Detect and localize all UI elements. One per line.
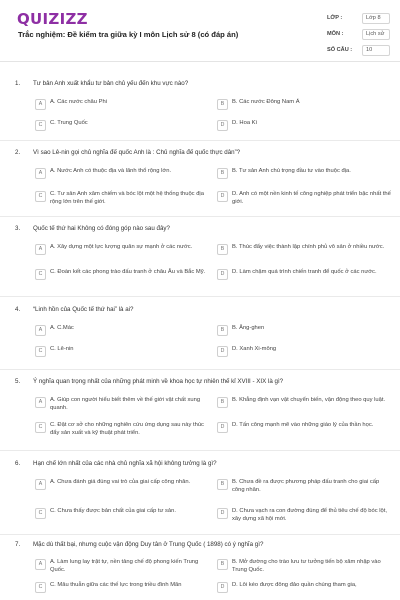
option-text: D. Lôi kéo được đông đảo quần chúng tham gia, [232, 582, 357, 588]
option-badge: B [217, 559, 228, 570]
option-b[interactable] [217, 241, 392, 261]
option-badge: D [217, 508, 228, 519]
option-c[interactable] [35, 579, 210, 599]
option-text: C. Trung Quốc [50, 120, 88, 126]
option-text: D. Hoa Kì [232, 120, 258, 126]
option-d[interactable] [217, 343, 392, 363]
option-badge: D [217, 422, 228, 433]
option-badge: B [217, 479, 228, 490]
option-d[interactable] [217, 188, 392, 208]
option-c[interactable] [35, 266, 210, 286]
option-a[interactable] [35, 241, 210, 261]
option-badge: D [217, 269, 228, 280]
option-a[interactable] [35, 476, 210, 496]
option-a[interactable] [35, 322, 210, 342]
option-badge: D [217, 191, 228, 202]
question-text: Quốc tế thứ hai Không có đóng góp nào sau đây? [33, 225, 170, 232]
question-text: Tư bản Anh xuất khẩu tư bản chủ yếu đến khu vực nào? [33, 80, 189, 87]
option-badge: C [35, 508, 46, 519]
option-a[interactable] [35, 165, 210, 185]
option-b[interactable] [217, 165, 392, 185]
option-badge: D [217, 582, 228, 593]
option-d[interactable] [217, 266, 392, 286]
option-badge: D [217, 346, 228, 357]
option-text: B. Các nước Đông Nam Á [232, 99, 300, 105]
meta-count-label: SỐ CÂU : [327, 47, 353, 53]
option-text: A. Các nước châu Phi [50, 99, 107, 105]
option-badge: A [35, 99, 46, 110]
option-text: C. Tư sản Anh xâm chiếm và bóc lột một hệ thống thuộc địa rộng lớn trên thế giới. [50, 191, 204, 205]
option-badge: C [35, 582, 46, 593]
option-badge: A [35, 479, 46, 490]
option-text: A. Chưa đánh giá đúng vai trò của giai cấp công nhân. [50, 479, 191, 485]
option-badge: B [217, 244, 228, 255]
option-badge: C [35, 269, 46, 280]
option-d[interactable] [217, 117, 392, 137]
option-text: C. Lê-nin [50, 346, 74, 352]
meta-subject-value: Lịch sử [362, 29, 390, 40]
option-a[interactable] [35, 394, 210, 414]
option-text: D. Chưa vạch ra con đường đúng để thủ tiêu chế độ bóc lột, xây dựng xã hội mới. [232, 508, 387, 522]
option-badge: B [217, 397, 228, 408]
question-text: Hạn chế lớn nhất của các nhà chủ nghĩa xã hội không tưởng là gì? [33, 460, 217, 467]
meta-subject-label: MÔN : [327, 31, 344, 37]
option-b[interactable] [217, 394, 392, 414]
option-text: A. Nước Anh có thuộc địa và lãnh thổ rộng lớn. [50, 168, 172, 174]
meta-count [327, 45, 387, 56]
option-badge: B [217, 99, 228, 110]
option-a[interactable] [35, 96, 210, 116]
option-text: B. Tư sản Anh chú trọng đầu tư vào thuộc địa. [232, 168, 351, 174]
question-text: Mặc dù thất bại, nhưng cuộc vận động Duy tân ở Trung Quốc ( 1898) có ý nghĩa gì? [33, 541, 264, 548]
option-text: C. Đặt cơ sở cho những nghiên cứu ứng dụng sau này thúc đẩy sản xuất và kỹ thuật phát triển. [50, 422, 204, 436]
divider [0, 369, 400, 370]
option-text: C. Mâu thuẫn giữa các thế lực trong triều đình Mãn [50, 582, 182, 588]
option-d[interactable] [217, 419, 392, 439]
question-text: Ý nghĩa quan trọng nhất của những phát minh về khoa học tự nhiên thế kỉ XVIII - XIX là gì? [33, 378, 284, 385]
option-badge: B [217, 325, 228, 336]
option-badge: D [217, 120, 228, 131]
meta-subject [327, 29, 387, 40]
option-text: D. Làm chậm quá trình chiến tranh để quốc ở các nước. [232, 269, 377, 275]
option-text: D. Xanh Xi-mông [232, 346, 277, 352]
question-number: 4. [15, 306, 21, 313]
option-text: C. Đoàn kết các phong trào đấu tranh ở châu Âu và Bắc Mỹ. [50, 269, 206, 275]
option-text: A. C.Mác [50, 325, 74, 331]
option-d[interactable] [217, 579, 392, 599]
option-c[interactable] [35, 117, 210, 137]
question-number: 7. [15, 541, 21, 548]
option-c[interactable] [35, 188, 210, 208]
option-text: B. Thúc đẩy việc thành lập chính phủ vô sản ở nhiều nước. [232, 244, 385, 250]
option-c[interactable] [35, 419, 210, 439]
question-number: 6. [15, 460, 21, 467]
option-b[interactable] [217, 556, 392, 576]
option-badge: C [35, 346, 46, 357]
option-text: D. Anh có một nền kinh tế công nghiệp phát triển bậc nhất thế giới. [232, 191, 391, 205]
option-c[interactable] [35, 505, 210, 525]
quizizz-logo[interactable]: QUIZIZZ [17, 10, 88, 28]
option-badge: A [35, 559, 46, 570]
divider [0, 296, 400, 297]
option-badge: A [35, 244, 46, 255]
option-c[interactable] [35, 343, 210, 363]
option-text: B. Khẳng định vạn vật chuyển biến, vận động theo quy luật. [232, 397, 386, 403]
option-text: A. Xây dựng một lực lượng quân sự mạnh ở các nước. [50, 244, 193, 250]
option-badge: B [217, 168, 228, 179]
question-number: 1. [15, 80, 21, 87]
divider [0, 450, 400, 451]
question-number: 5. [15, 378, 21, 385]
option-text: A. Giúp con người hiểu biết thêm về thế giới vật chất xung quanh. [50, 397, 201, 411]
option-b[interactable] [217, 322, 392, 342]
option-text: B. Mở đường cho trào lưu tư tưởng tiến bộ xâm nhập vào Trung Quốc. [232, 559, 381, 573]
option-badge: A [35, 397, 46, 408]
divider [0, 216, 400, 217]
divider [0, 140, 400, 141]
option-text: A. Làm lung lay trật tự, nền tảng chế độ phong kiến Trung Quốc. [50, 559, 199, 573]
page-header [0, 0, 400, 62]
question-text: Vì sao Lê-nin gọi chủ nghĩa đế quốc Anh là : Chủ nghĩa đế quốc thực dân”? [33, 149, 241, 156]
option-d[interactable] [217, 505, 392, 525]
question-number: 3. [15, 225, 21, 232]
option-text: D. Tấn công mạnh mẽ vào những giáo lý của thần học. [232, 422, 374, 428]
document-title: Trắc nghiệm: Đề kiểm tra giữa kỳ I môn Lịch sử 8 (có đáp án) [18, 30, 239, 39]
option-a[interactable] [35, 556, 210, 576]
option-badge: C [35, 120, 46, 131]
option-text: B. Ăng-ghen [232, 325, 265, 331]
meta-class-label: LỚP : [327, 15, 343, 21]
option-badge: A [35, 168, 46, 179]
option-text: B. Chưa đề ra được phương pháp đấu tranh cho giai cấp công nhân. [232, 479, 380, 493]
question-number: 2. [15, 149, 21, 156]
question-text: “Linh hồn của Quốc tế thứ hai” là ai? [33, 306, 134, 313]
option-b[interactable] [217, 96, 392, 116]
option-b[interactable] [217, 476, 392, 496]
option-badge: A [35, 325, 46, 336]
meta-class [327, 13, 387, 24]
option-badge: C [35, 191, 46, 202]
option-badge: C [35, 422, 46, 433]
meta-count-value: 10 [362, 45, 390, 56]
option-text: C. Chưa thấy được bản chất của giai cấp tư sản. [50, 508, 176, 514]
divider [0, 534, 400, 535]
meta-class-value: Lớp 8 [362, 13, 390, 24]
